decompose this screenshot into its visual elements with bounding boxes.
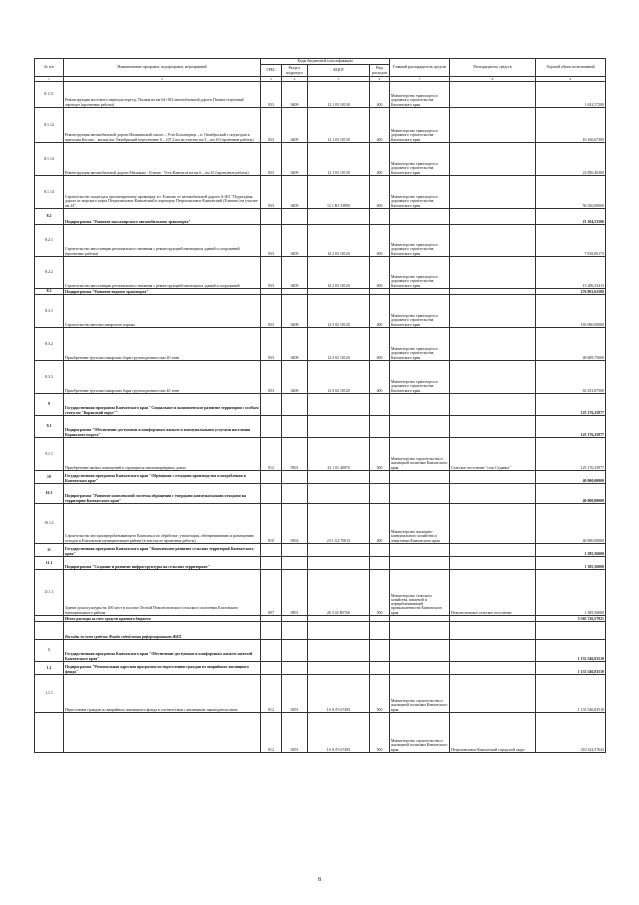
row-vr: 400 bbox=[370, 225, 390, 257]
row-number: 1.1.1 bbox=[35, 675, 64, 713]
row-recipient bbox=[450, 361, 536, 394]
table-row bbox=[35, 484, 606, 504]
row-vr: 500 bbox=[370, 438, 390, 471]
row-ksr bbox=[308, 484, 370, 504]
row-number: 10 bbox=[35, 471, 64, 484]
row-razdel: 0409 bbox=[282, 143, 308, 176]
row-ksr: 23 1 01 40070 bbox=[308, 438, 370, 471]
row-razdel bbox=[282, 484, 308, 504]
row-ksr bbox=[308, 557, 370, 570]
row-razdel: 0502 bbox=[282, 504, 308, 544]
table-row bbox=[35, 143, 606, 176]
row-grbs: 833 bbox=[261, 143, 282, 176]
row-vr bbox=[370, 557, 390, 570]
row-amount: 21 104,53586 bbox=[536, 209, 606, 225]
table-row bbox=[35, 328, 606, 361]
row-name: Государственная программа Камчатского края "Обеспечение доступным и комфортным жильем жителей Камчатского края" bbox=[64, 640, 261, 662]
budget-table bbox=[34, 58, 606, 753]
row-name: Строительство автостанции регионального значения с реконструкцией имеющихся зданий и сооружений bbox=[64, 257, 261, 289]
row-vr bbox=[370, 484, 390, 504]
row-vr bbox=[370, 416, 390, 438]
row-main-admin: Министерство транспорта и дорожного строительства Камчатского края bbox=[390, 361, 450, 394]
row-vr: 400 bbox=[370, 82, 390, 108]
row-razdel bbox=[282, 557, 308, 570]
row-amount: 1 385,56000 bbox=[536, 570, 606, 616]
table-row bbox=[35, 640, 606, 662]
row-vr bbox=[370, 640, 390, 662]
row-amount: 7 818,00173 bbox=[536, 225, 606, 257]
row-grbs: 812 bbox=[261, 675, 282, 713]
row-number: 8.3.2 bbox=[35, 328, 64, 361]
row-grbs: 833 bbox=[261, 361, 282, 394]
row-amount: 1 133 546,83510 bbox=[536, 662, 606, 675]
row-number: 1.1 bbox=[35, 662, 64, 675]
table-row bbox=[35, 471, 606, 484]
row-grbs bbox=[261, 544, 282, 557]
row-number: 11.1 bbox=[35, 557, 64, 570]
row-vr: 400 bbox=[370, 504, 390, 544]
row-amount: 125 176,25877 bbox=[536, 416, 606, 438]
row-name: Приобретение жилых помещений в строящихся многоквартирных домах bbox=[64, 438, 261, 471]
row-number: 10.1 bbox=[35, 484, 64, 504]
row-recipient bbox=[450, 675, 536, 713]
row-number: 8.3 bbox=[35, 289, 64, 295]
table-row bbox=[35, 209, 606, 225]
row-recipient: Новолесновское сельское поселение bbox=[450, 570, 536, 616]
row-razdel bbox=[282, 471, 308, 484]
row-name: Строительство подъезда к проектируемому промпарку в г. Елизово от автомобильной дороги А-401 "Подъездная дорога от морского порта Петропавловск-Камчатский к аэропорту Петропавловск-Камчатский (Елизово) на участке км 24" bbox=[64, 176, 261, 209]
row-name: Государственная программа Камчатского края "Социальное и экономическое развитие территории с особым статусом "Корякский округ"" bbox=[64, 394, 261, 416]
row-ksr: 10 А F3 67483 bbox=[308, 675, 370, 713]
row-number: 8.1.13 bbox=[35, 143, 64, 176]
column-index-cell: 2 bbox=[64, 77, 261, 82]
row-grbs bbox=[261, 471, 282, 484]
row-amount bbox=[536, 622, 606, 640]
row-main-admin bbox=[390, 471, 450, 484]
row-ksr bbox=[308, 394, 370, 416]
row-amount: 40 000,00000 bbox=[536, 484, 606, 504]
row-main-admin bbox=[390, 662, 450, 675]
row-recipient bbox=[450, 622, 536, 640]
row-razdel bbox=[282, 394, 308, 416]
row-razdel: 0501 bbox=[282, 675, 308, 713]
row-name: Подпрограмма "Развитие комплексной системы обращения с твердыми коммунальными отходами на территории Камчатского края" bbox=[64, 484, 261, 504]
row-grbs: 810 bbox=[261, 504, 282, 544]
row-ksr bbox=[308, 662, 370, 675]
column-index-cell: 7 bbox=[390, 77, 450, 82]
row-razdel bbox=[282, 622, 308, 640]
column-index-cell: 5 bbox=[308, 77, 370, 82]
table-row bbox=[35, 394, 606, 416]
row-vr: 400 bbox=[370, 295, 390, 328]
header-codes-group: Коды бюджетной классификации bbox=[261, 59, 390, 65]
row-name: Подпрограмма "Развитие пассажирского автомобильного транспорта" bbox=[64, 209, 261, 225]
table-row bbox=[35, 662, 606, 675]
row-number: 9 bbox=[35, 394, 64, 416]
row-number: 10.1.1 bbox=[35, 504, 64, 544]
table-row bbox=[35, 225, 606, 257]
table-row bbox=[35, 438, 606, 471]
row-grbs: 807 bbox=[261, 570, 282, 616]
row-grbs bbox=[261, 416, 282, 438]
row-main-admin: Министерство строительства и жилищной политики Камчатского края bbox=[390, 675, 450, 713]
row-amount: 1 133 546,83510 bbox=[536, 640, 606, 662]
row-grbs: 833 bbox=[261, 225, 282, 257]
row-recipient bbox=[450, 209, 536, 225]
row-recipient bbox=[450, 640, 536, 662]
row-main-admin: Министерство строительства и жилищной политики Камчатского края bbox=[390, 713, 450, 753]
row-amount: 1 385,56000 bbox=[536, 557, 606, 570]
row-vr: 500 bbox=[370, 713, 390, 753]
row-number: 11.1.1 bbox=[35, 570, 64, 616]
row-ksr: 12 3 02 10120 bbox=[308, 361, 370, 394]
row-vr bbox=[370, 544, 390, 557]
row-number: 9.1.1 bbox=[35, 438, 64, 471]
row-main-admin: Министерство транспорта и дорожного строительства Камчатского края bbox=[390, 225, 450, 257]
row-main-admin bbox=[390, 416, 450, 438]
table-row bbox=[35, 557, 606, 570]
row-number: 8.1.12 bbox=[35, 108, 64, 143]
row-recipient bbox=[450, 328, 536, 361]
row-grbs: 833 bbox=[261, 257, 282, 289]
row-ksr: 12 3 02 10120 bbox=[308, 328, 370, 361]
row-razdel: 0409 bbox=[282, 257, 308, 289]
header-grbs: ГРБС bbox=[261, 65, 282, 77]
row-recipient: Сельское поселение "село Седанка" bbox=[450, 438, 536, 471]
row-amount: 13 286,53413 bbox=[536, 257, 606, 289]
row-recipient: Петропавловск-Камчатский городской округ bbox=[450, 713, 536, 753]
header-ksr: КЦСР bbox=[308, 65, 370, 77]
row-razdel: 0408 bbox=[282, 328, 308, 361]
row-main-admin bbox=[390, 640, 450, 662]
row-grbs bbox=[261, 662, 282, 675]
row-number: 11 bbox=[35, 544, 64, 557]
row-amount: 56 330,00000 bbox=[536, 176, 606, 209]
row-name: Государственная программа Камчатского края "Комплексное развитие сельских территорий Камчатского края" bbox=[64, 544, 261, 557]
row-ksr bbox=[308, 416, 370, 438]
row-number: 8.2.1 bbox=[35, 225, 64, 257]
row-name: Государственная программа Камчатского края "Обращение с отходами производства и потребления в Камчатском крае" bbox=[64, 471, 261, 484]
table-row bbox=[35, 675, 606, 713]
row-name: Подпрограмма "Создание и развитие инфраструктуры на сельских территориях" bbox=[64, 557, 261, 570]
row-ksr: 12 1 R1 53890 bbox=[308, 176, 370, 209]
row-razdel: 0409 bbox=[282, 82, 308, 108]
row-amount: 1 133 546,83510 bbox=[536, 675, 606, 713]
row-number bbox=[35, 713, 64, 753]
row-number: 8.1.11 bbox=[35, 82, 64, 108]
row-name: Реконструкция автомобильной дороги Начикинский совхоз – Усть-Большерецк – п. Октябрьский с подъездом к причалам Косово – молкы км. Октябрьский пересечение 0 – 107,2 км на участке км 3 – км 10 (проектные работы) bbox=[64, 108, 261, 143]
row-recipient bbox=[450, 484, 536, 504]
row-amount: 1 652,57200 bbox=[536, 82, 606, 108]
row-vr bbox=[370, 622, 390, 640]
row-razdel bbox=[282, 416, 308, 438]
row-recipient bbox=[450, 544, 536, 557]
row-name: Подпрограмма "Региональная адресная программа по переселению граждан из аварийного жилищного фонда" bbox=[64, 662, 261, 675]
header-razdel: Раздел, подраздел bbox=[282, 65, 308, 77]
row-amount: 63 253,87500 bbox=[536, 361, 606, 394]
column-index-cell: 4 bbox=[282, 77, 308, 82]
header-volume: Годовой объем ассигнований bbox=[536, 59, 606, 77]
row-vr bbox=[370, 209, 390, 225]
row-name: Строительство мусороперерабатывающего Комплекса по обработке, утилизации, обезвреживанию и размещению отходов в Елизовском муниципальном районе (в том числе проектные работы) bbox=[64, 504, 261, 544]
table-row bbox=[35, 176, 606, 209]
table-row bbox=[35, 416, 606, 438]
row-main-admin bbox=[390, 484, 450, 504]
row-name: Приобретение грузопассажирских барж грузоподъемностью 40 тонн bbox=[64, 361, 261, 394]
row-grbs: 812 bbox=[261, 713, 282, 753]
row-ksr bbox=[308, 471, 370, 484]
row-razdel bbox=[282, 662, 308, 675]
row-main-admin: Министерство транспорта и дорожного строительства Камчатского края bbox=[390, 257, 450, 289]
table-row bbox=[35, 295, 606, 328]
header-num: № п/п bbox=[35, 59, 64, 77]
row-grbs: 833 bbox=[261, 82, 282, 108]
table-row bbox=[35, 570, 606, 616]
row-grbs bbox=[261, 622, 282, 640]
row-name: Реконструкция мостового перехода через р. Палана на км 64+363 автомобильной дороги Палана-стартовый аэропорт (проектные работы) bbox=[64, 82, 261, 108]
row-name: Итого расходы за счет средств краевого бюджета bbox=[64, 616, 261, 622]
row-name: Подпрограмма "Обеспечение доступным и комфортным жильем и коммунальными услугами населения Корякского округа" bbox=[64, 416, 261, 438]
row-razdel: 0408 bbox=[282, 295, 308, 328]
row-ksr bbox=[308, 622, 370, 640]
column-index-cell: 1 bbox=[35, 77, 64, 82]
row-ksr bbox=[308, 544, 370, 557]
row-amount: 22 850,40300 bbox=[536, 143, 606, 176]
row-grbs: 833 bbox=[261, 176, 282, 209]
table-row bbox=[35, 504, 606, 544]
table-row bbox=[35, 82, 606, 108]
row-recipient bbox=[450, 176, 536, 209]
row-recipient bbox=[450, 108, 536, 143]
row-name: Реконструкция автомобильной дороги Мильково - Ключи - Усть-Камчатск на км 6 – км 10 (проектные работы) bbox=[64, 143, 261, 176]
table-row bbox=[35, 361, 606, 394]
row-name: Подпрограмма "Развитие водного транспорта" bbox=[64, 289, 261, 295]
row-amount: 125 176,25877 bbox=[536, 438, 606, 471]
row-main-admin bbox=[390, 544, 450, 557]
row-grbs bbox=[261, 557, 282, 570]
row-grbs: 833 bbox=[261, 108, 282, 143]
row-grbs: 833 bbox=[261, 328, 282, 361]
row-razdel: 0409 bbox=[282, 108, 308, 143]
header-vr: Вид расходов bbox=[370, 65, 390, 77]
row-main-admin: Министерство транспорта и дорожного строительства Камчатского края bbox=[390, 108, 450, 143]
row-main-admin bbox=[390, 394, 450, 416]
row-main-admin bbox=[390, 622, 450, 640]
row-main-admin bbox=[390, 209, 450, 225]
row-amount: 1 385,56000 bbox=[536, 544, 606, 557]
row-razdel bbox=[282, 209, 308, 225]
row-recipient bbox=[450, 295, 536, 328]
row-number: 8.2.2 bbox=[35, 257, 64, 289]
row-razdel: 0501 bbox=[282, 713, 308, 753]
row-recipient bbox=[450, 471, 536, 484]
row-name: Здание дома культуры на 100 мест в поселке Лесной Новолесновского сельского поселения Елизовского муниципального района bbox=[64, 570, 261, 616]
row-razdel: 0409 bbox=[282, 176, 308, 209]
row-ksr: 23 1 G2 70013 bbox=[308, 504, 370, 544]
row-ksr bbox=[308, 640, 370, 662]
row-name bbox=[64, 713, 261, 753]
row-razdel: 0801 bbox=[282, 570, 308, 616]
column-index-cell: 9 bbox=[536, 77, 606, 82]
row-ksr: 12 2 03 10120 bbox=[308, 225, 370, 257]
row-amount: 165 000,00000 bbox=[536, 295, 606, 328]
column-index-cell: 8 bbox=[450, 77, 536, 82]
row-number: 1 bbox=[35, 640, 64, 662]
row-ksr: 12 1 03 10130 bbox=[308, 108, 370, 143]
header-recipient: Распорядитель средств bbox=[450, 59, 536, 77]
row-main-admin: Министерство транспорта и дорожного строительства Камчатского края bbox=[390, 328, 450, 361]
row-recipient bbox=[450, 557, 536, 570]
row-number: 9.1 bbox=[35, 416, 64, 438]
row-recipient bbox=[450, 82, 536, 108]
row-recipient bbox=[450, 662, 536, 675]
row-number: 8.2 bbox=[35, 209, 64, 225]
row-amount: 40 000,00000 bbox=[536, 504, 606, 544]
row-recipient bbox=[450, 504, 536, 544]
row-main-admin: Министерство транспорта и дорожного строительства Камчатского края bbox=[390, 82, 450, 108]
row-vr: 400 bbox=[370, 328, 390, 361]
table-row bbox=[35, 713, 606, 753]
row-number bbox=[35, 622, 64, 640]
row-grbs: 833 bbox=[261, 295, 282, 328]
row-razdel bbox=[282, 640, 308, 662]
row-main-admin: Министерство транспорта и дорожного строительства Камчатского края bbox=[390, 295, 450, 328]
row-ksr: 12 2 03 10120 bbox=[308, 257, 370, 289]
table-row bbox=[35, 622, 606, 640]
row-main-admin: Министерство жилищно-коммунального хозяйства и энергетики Камчатского края bbox=[390, 504, 450, 544]
row-amount: 276 863,62500 bbox=[536, 289, 606, 295]
row-name: Расходы за счет средств Фонда содействия реформированию ЖКХ bbox=[64, 622, 261, 640]
table-row bbox=[35, 544, 606, 557]
row-main-admin: Министерство строительства и жилищной политики Камчатского края bbox=[390, 438, 450, 471]
row-name: Переселение граждан из аварийного жилищного фонда в соответствии с жилищным законодательством bbox=[64, 675, 261, 713]
row-ksr bbox=[308, 209, 370, 225]
row-vr: 500 bbox=[370, 570, 390, 616]
row-vr: 400 bbox=[370, 176, 390, 209]
row-razdel: 0501 bbox=[282, 438, 308, 471]
row-grbs bbox=[261, 394, 282, 416]
row-grbs bbox=[261, 209, 282, 225]
row-main-admin: Министерство транспорта и дорожного строительства Камчатского края bbox=[390, 143, 450, 176]
row-vr: 400 bbox=[370, 257, 390, 289]
row-recipient bbox=[450, 143, 536, 176]
row-amount: 125 176,25877 bbox=[536, 394, 606, 416]
row-ksr: 26 3 02 R5760 bbox=[308, 570, 370, 616]
row-vr: 400 bbox=[370, 361, 390, 394]
row-ksr: 10 А F3 67483 bbox=[308, 713, 370, 753]
page-number: 8 bbox=[318, 877, 321, 883]
row-razdel: 0409 bbox=[282, 225, 308, 257]
row-vr: 400 bbox=[370, 143, 390, 176]
row-main-admin: Министерство сельского хозяйства, пищевой и перерабатывающей промышленности Камчатского края bbox=[390, 570, 450, 616]
row-ksr: 12 1 03 10130 bbox=[308, 143, 370, 176]
row-recipient bbox=[450, 416, 536, 438]
column-index-cell: 3 bbox=[261, 77, 282, 82]
row-vr: 400 bbox=[370, 108, 390, 143]
header-name: Наименование программ, подпрограмм, мероприятий bbox=[64, 59, 261, 77]
row-vr bbox=[370, 662, 390, 675]
row-grbs: 812 bbox=[261, 438, 282, 471]
row-number: 8.1.14 bbox=[35, 176, 64, 209]
row-name: Строительство автопассажирского парома bbox=[64, 295, 261, 328]
row-ksr: 12 3 02 10120 bbox=[308, 295, 370, 328]
table-row bbox=[35, 108, 606, 143]
row-main-admin bbox=[390, 557, 450, 570]
row-vr bbox=[370, 394, 390, 416]
column-index-cell: 6 bbox=[370, 77, 390, 82]
row-amount: 48 609,75000 bbox=[536, 328, 606, 361]
row-grbs bbox=[261, 484, 282, 504]
row-recipient bbox=[450, 257, 536, 289]
row-amount: 3 565 726,57921 bbox=[536, 616, 606, 622]
table-row bbox=[35, 257, 606, 289]
row-ksr: 12 1 03 10130 bbox=[308, 82, 370, 108]
row-amount: 10 166,67300 bbox=[536, 108, 606, 143]
row-recipient bbox=[450, 394, 536, 416]
row-number: 8.3.1 bbox=[35, 295, 64, 328]
row-recipient bbox=[450, 225, 536, 257]
row-razdel: 0408 bbox=[282, 361, 308, 394]
row-main-admin: Министерство транспорта и дорожного строительства Камчатского края bbox=[390, 176, 450, 209]
row-grbs bbox=[261, 640, 282, 662]
row-vr bbox=[370, 471, 390, 484]
row-razdel bbox=[282, 544, 308, 557]
row-name: Приобретение грузопассажирских барж грузоподъемностью 20 тонн bbox=[64, 328, 261, 361]
row-number: 8.3.3 bbox=[35, 361, 64, 394]
row-amount: 40 000,00000 bbox=[536, 471, 606, 484]
row-vr: 500 bbox=[370, 675, 390, 713]
header-main-admin: Главный распорядитель средств bbox=[390, 59, 450, 77]
row-amount: 510 322,57643 bbox=[536, 713, 606, 753]
row-name: Строительство автостанции регионального значения с реконструкцией имеющихся зданий и сооружений (проектные работы) bbox=[64, 225, 261, 257]
